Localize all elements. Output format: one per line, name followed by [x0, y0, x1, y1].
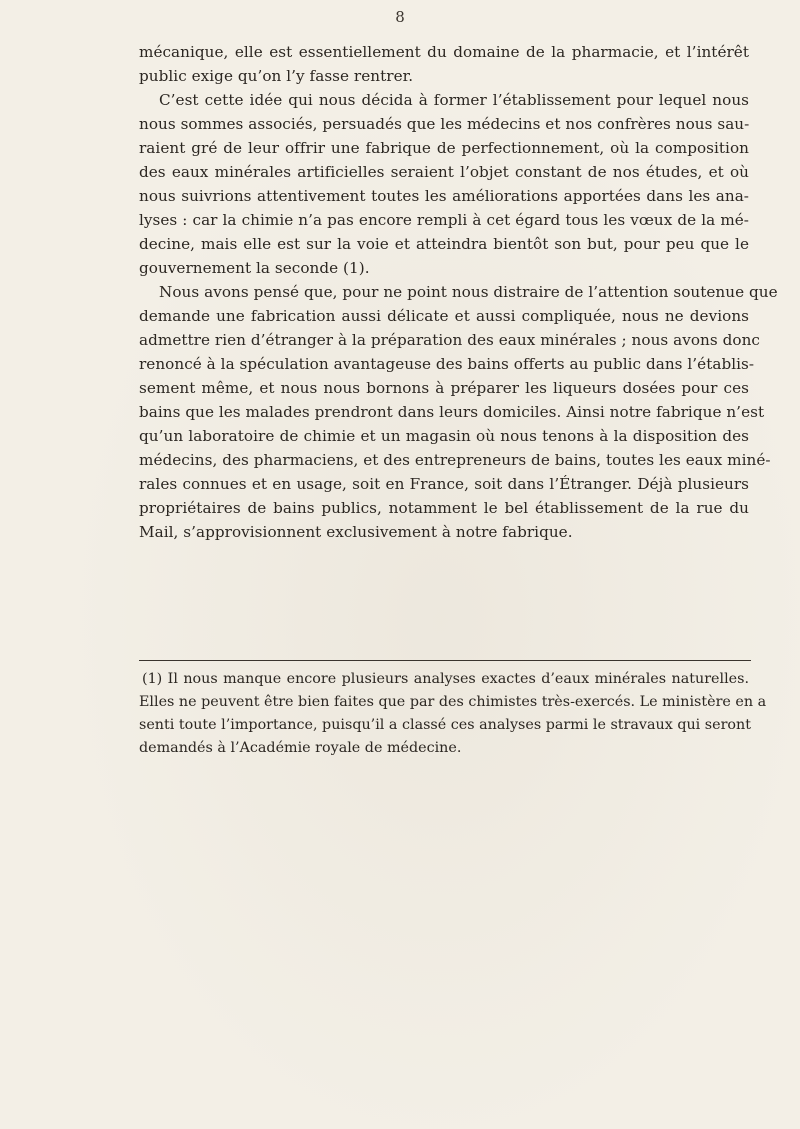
text-line: sement même, et nous nous bornons à préparer les liqueurs dosées pour ces — [139, 379, 749, 397]
text-line: public exige qu’on l’y fasse rentrer. — [139, 67, 414, 85]
footnote-line: (1) Il nous manque encore plusieurs analyses exactes d’eaux minérales naturelles. — [142, 671, 749, 687]
text-line: mécanique, elle est essentiellement du domaine de la pharmacie, et l’intérêt — [139, 43, 749, 61]
footnote-divider — [139, 660, 751, 661]
text-line: raient gré de leur offrir une fabrique de perfectionnement, où la composition — [139, 139, 749, 157]
text-line: admettre rien d’étranger à la préparation des eaux minérales ; nous avons donc — [139, 331, 760, 349]
text-line: nous suivrions attentivement toutes les améliorations apportées dans les ana- — [139, 187, 749, 205]
footnote-line: Elles ne peuvent être bien faites que par des chimistes très-exercés. Le ministère en a — [139, 694, 767, 710]
footnote-line: demandés à l’Académie royale de médecine. — [139, 740, 462, 756]
text-line: médecins, des pharmaciens, et des entrepreneurs de bains, toutes les eaux miné- — [139, 451, 771, 469]
text-line: des eaux minérales artificielles seraient l’objet constant de nos études, et où — [139, 163, 749, 181]
text-line: rales connues et en usage, soit en France, soit dans l’Étranger. Déjà plusieurs — [139, 475, 749, 493]
page-number: 8 — [395, 8, 405, 26]
footnote-line: senti toute l’importance, puisqu’il a classé ces analyses parmi le stravaux qui seront — [139, 717, 751, 733]
paragraph-3 — [139, 280, 778, 544]
text-line: renoncé à la spéculation avantageuse des bains offerts au public dans l’établis- — [139, 355, 755, 373]
text-line: gouvernement la seconde (1). — [139, 259, 370, 277]
text-line: decine, mais elle est sur la voie et atteindra bientôt son but, pour peu que le — [139, 235, 749, 253]
text-line: demande une fabrication aussi délicate et aussi compliquée, nous ne devions — [139, 307, 749, 325]
text-line: bains que les malades prendront dans leurs domiciles. Ainsi notre fabrique n’est — [139, 403, 765, 421]
text-line: C’est cette idée qui nous décida à former l’établissement pour lequel nous — [159, 91, 749, 109]
text-line: Mail, s’approvisionnent exclusivement à notre fabrique. — [139, 523, 573, 541]
paragraph-2 — [139, 88, 749, 280]
text-line: Nous avons pensé que, pour ne point nous distraire de l’attention soutenue que — [159, 283, 778, 301]
paragraph-1 — [139, 40, 749, 88]
text-line: propriétaires de bains publics, notamment le bel établissement de la rue du — [139, 499, 749, 517]
footnote — [139, 668, 767, 760]
body-text — [139, 40, 778, 544]
text-line: qu’un laboratoire de chimie et un magasin où nous tenons à la disposition des — [139, 427, 749, 445]
text-line: nous sommes associés, persuadés que les médecins et nos confrères nous sau- — [139, 115, 750, 133]
text-line: lyses : car la chimie n’a pas encore rempli à cet égard tous les vœux de la mé- — [139, 211, 749, 229]
